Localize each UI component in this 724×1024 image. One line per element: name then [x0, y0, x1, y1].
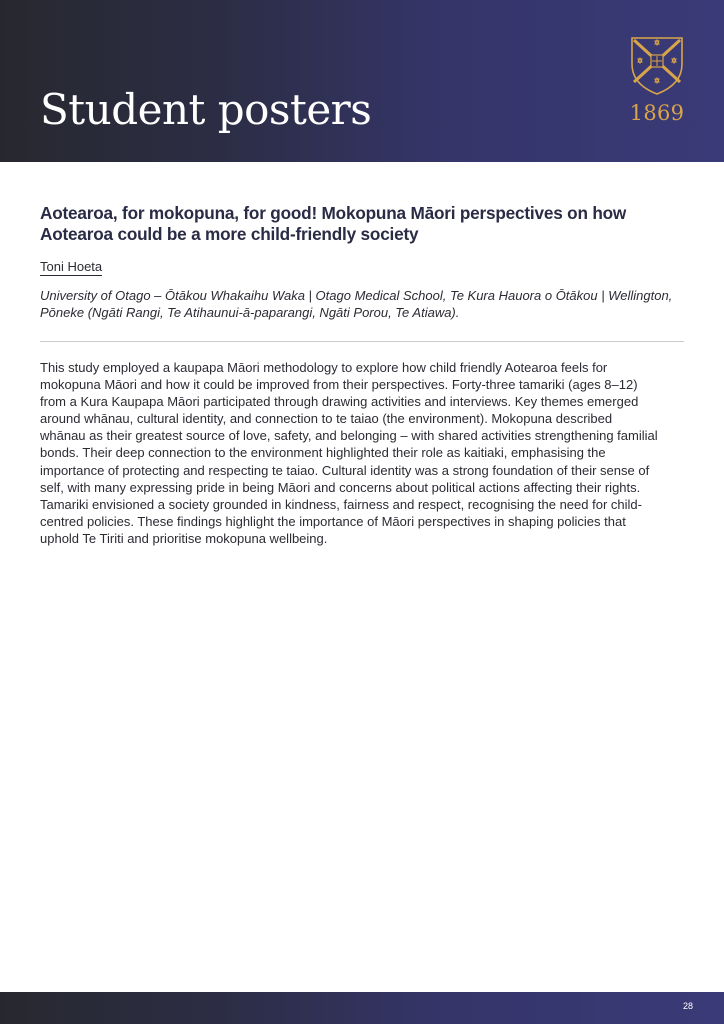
article-title: Aotearoa, for mokopuna, for good! Mokopuna Māori perspectives on how Aotearoa could be a more child-friendly society: [40, 203, 627, 244]
article-abstract: This study employed a kaupapa Māori methodology to explore how child friendly Aotearoa feels for mokopuna Māori and how it could be improved from their perspectives. Forty-three tamariki (ages 8–12) from a Kura Kaupapa Māori participated through drawing activities and interviews. Key themes emerged around whānau, cultural identity, and connection to te taiao (the environment). Mokopuna described whānau as their greatest source of love, safety, and belonging – with shared activities strengthening familial bonds. Their deep connection to the environment highlighted their role as kaitiaki, emphasising the importance of protecting and respecting te taiao. Cultural identity was a strong foundation of their sense of self, with many expressing pride in being Māori and concerns about political actions affecting their rights. Tamariki envisioned a society grounded in kindness, fairness and respect, recognising the need for child-centred policies. These findings highlight the importance of Māori perspectives in shaping policies that uphold Te Tiriti and prioritise mokopuna wellbeing.: [40, 360, 658, 546]
page-footer: [0, 992, 724, 1024]
author-name: Toni Hoeta: [40, 259, 103, 274]
page-header: [0, 0, 724, 162]
article: [40, 203, 684, 547]
university-crest-icon: [626, 34, 688, 96]
author-affiliation: University of Otago – Ōtākou Whakaihu Waka | Otago Medical School, Te Kura Hauora o Ōtākou | Wellington, Pōneke (Ngāti Rangi, Te Atihaunui-ā-paparangi, Ngāti Porou, Te Atiawa).: [40, 288, 673, 320]
divider: [40, 341, 684, 342]
crest-year: 1869: [629, 101, 685, 125]
page-number: 28: [682, 1001, 693, 1011]
page-title: Student posters: [40, 85, 372, 134]
